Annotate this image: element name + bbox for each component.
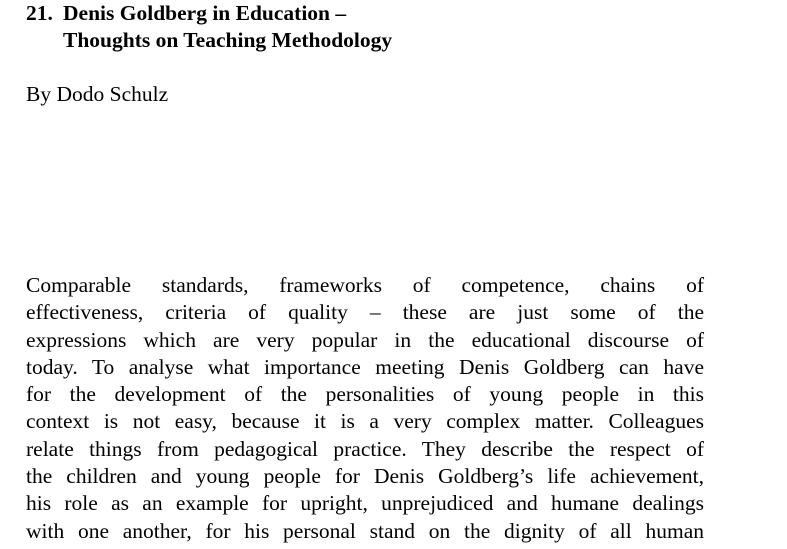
body-line: relate things from pedagogical practice. They describe the respect of bbox=[26, 436, 704, 461]
body-line: for the development of the personalities of young people in this bbox=[26, 382, 704, 407]
body-line: the children and young people for Denis Goldberg’s life achievement, bbox=[26, 464, 704, 489]
chapter-heading bbox=[26, 0, 626, 54]
body-line: his role as an example for upright, unprejudiced and humane dealings bbox=[26, 491, 704, 516]
body-line: context is not easy, because it is a very complex matter. Colleagues bbox=[26, 409, 704, 434]
heading-line-2: Thoughts on Teaching Methodology bbox=[63, 28, 393, 52]
body-line: today. To analyse what importance meeting Denis Goldberg can have bbox=[26, 354, 704, 379]
author-byline: By Dodo Schulz bbox=[26, 82, 169, 106]
body-line: expressions which are very popular in the educational discourse of bbox=[26, 327, 704, 352]
body-paragraph bbox=[26, 272, 704, 545]
body-line: Comparable standards, frameworks of competence, chains of bbox=[26, 273, 704, 297]
body-line: with one another, for his personal stand on the dignity of all human bbox=[26, 518, 704, 543]
body-line: effectiveness, criteria of quality – these are just some of the bbox=[26, 300, 704, 325]
chapter-number: 21. bbox=[26, 1, 53, 25]
heading-title-part-1: Denis Goldberg in Education – bbox=[63, 1, 347, 25]
heading-line-1 bbox=[26, 0, 626, 27]
